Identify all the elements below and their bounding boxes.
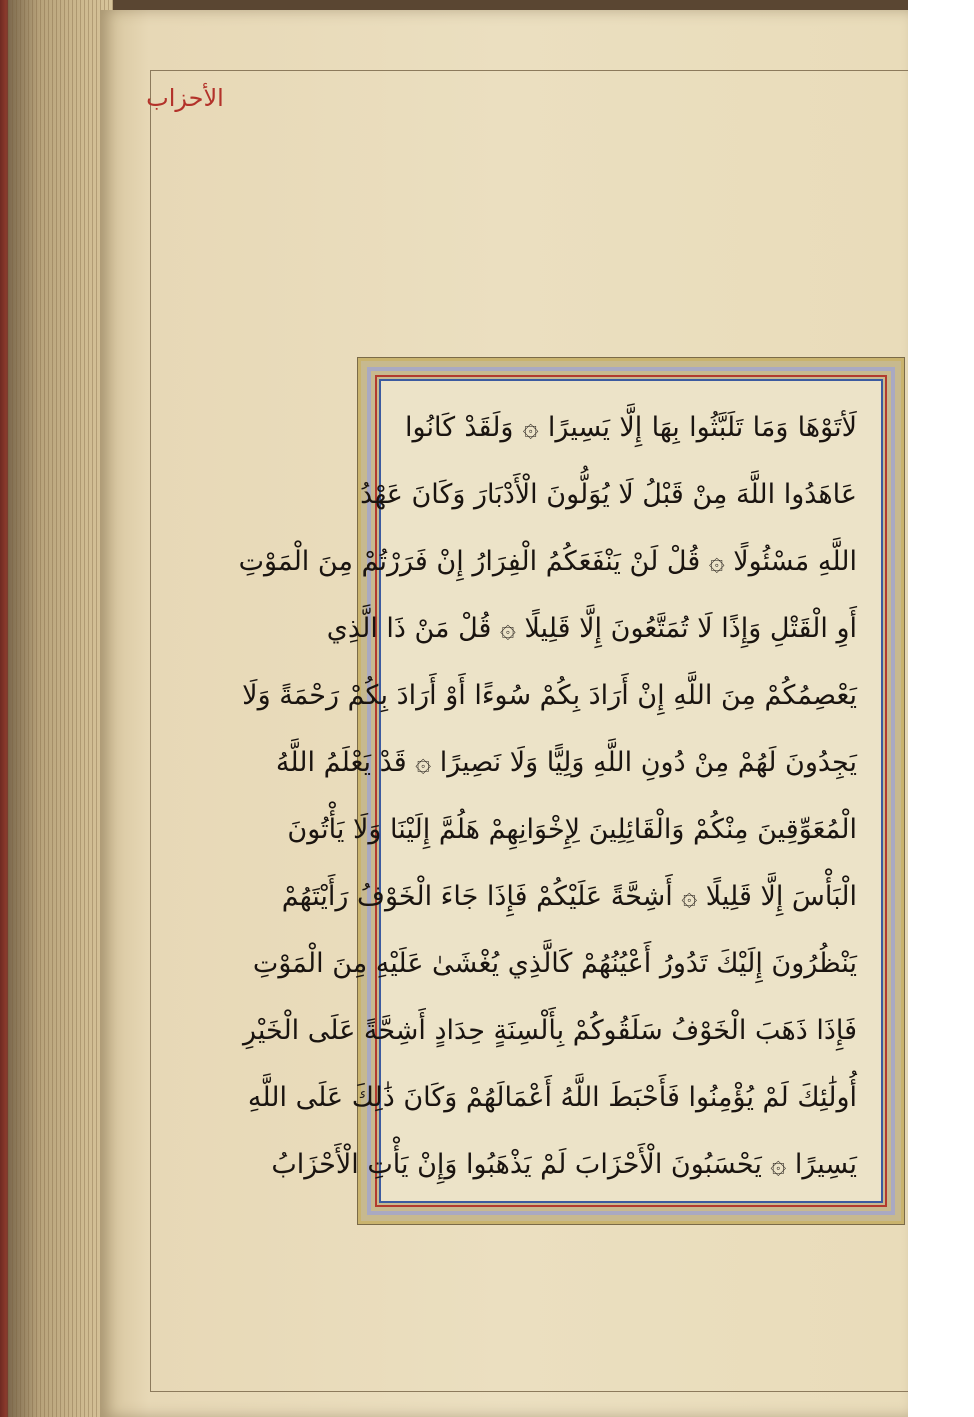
text-block (238, 395, 857, 1189)
text-line: أَوِ الْقَتْلِ وَإِذًا لَا تُمَتَّعُونَ إِلَّا قَلِيلًا ۞ قُلْ مَنْ ذَا الَّذِي (326, 613, 857, 644)
text-line: يَسِيرًا ۞ يَحْسَبُونَ الْأَحْزَابَ لَمْ يَذْهَبُوا وَإِنْ يَأْتِ الْأَحْزَابُ (271, 1149, 857, 1180)
text-line: الْبَأْسَ إِلَّا قَلِيلًا ۞ أَشِحَّةً عَلَيْكُمْ فَإِذَا جَاءَ الْخَوْفُ رَأَيْتَهُمْ (281, 881, 857, 912)
text-panel (238, 358, 904, 1224)
text-line: الْمُعَوِّقِينَ مِنْكُمْ وَالْقَائِلِينَ لِإِخْوَانِهِمْ هَلُمَّ إِلَيْنَا وَلَا يَأْتُونَ (287, 814, 857, 845)
page-stack-edge (8, 0, 113, 1417)
text-line: اللَّهِ مَسْئُولًا ۞ قُلْ لَنْ يَنْفَعَكُمُ الْفِرَارُ إِنْ فَرَرْتُمْ مِنَ الْمَوْتِ (238, 546, 857, 577)
text-line: لَأتَوْهَا وَمَا تَلَبَّثُوا بِهَا إِلَّا يَسِيرًا ۞ وَلَقَدْ كَانُوا (405, 412, 857, 443)
text-line: فَإِذَا ذَهَبَ الْخَوْفُ سَلَقُوكُمْ بِأَلْسِنَةٍ حِدَادٍ أَشِحَّةً عَلَى الْخَيْرِ (242, 1015, 857, 1046)
text-line: يَنْظُرُونَ إِلَيْكَ تَدُورُ أَعْيُنُهُمْ كَالَّذِي يُغْشَىٰ عَلَيْهِ مِنَ الْمَوْتِ (252, 948, 857, 979)
text-line: يَجِدُونَ لَهُمْ مِنْ دُونِ اللَّهِ وَلِيًّا وَلَا نَصِيرًا ۞ قَدْ يَعْلَمُ اللَّهُ (275, 747, 857, 778)
text-line: يَعْصِمُكُمْ مِنَ اللَّهِ إِنْ أَرَادَ بِكُمْ سُوءًا أَوْ أَرَادَ بِكُمْ رَحْمَةً وَلَا (242, 680, 857, 711)
text-line: عَاهَدُوا اللَّهَ مِنْ قَبْلُ لَا يُوَلُّونَ الْأَدْبَارَ وَكَانَ عَهْدُ (360, 479, 857, 510)
running-headword: الأحزاب (146, 84, 224, 112)
text-line: أُولَٰئِكَ لَمْ يُؤْمِنُوا فَأَحْبَطَ اللَّهُ أَعْمَالَهُمْ وَكَانَ ذَٰلِكَ عَلَى اللَّهِ (247, 1082, 857, 1113)
panel-border-blue (238, 379, 883, 1203)
